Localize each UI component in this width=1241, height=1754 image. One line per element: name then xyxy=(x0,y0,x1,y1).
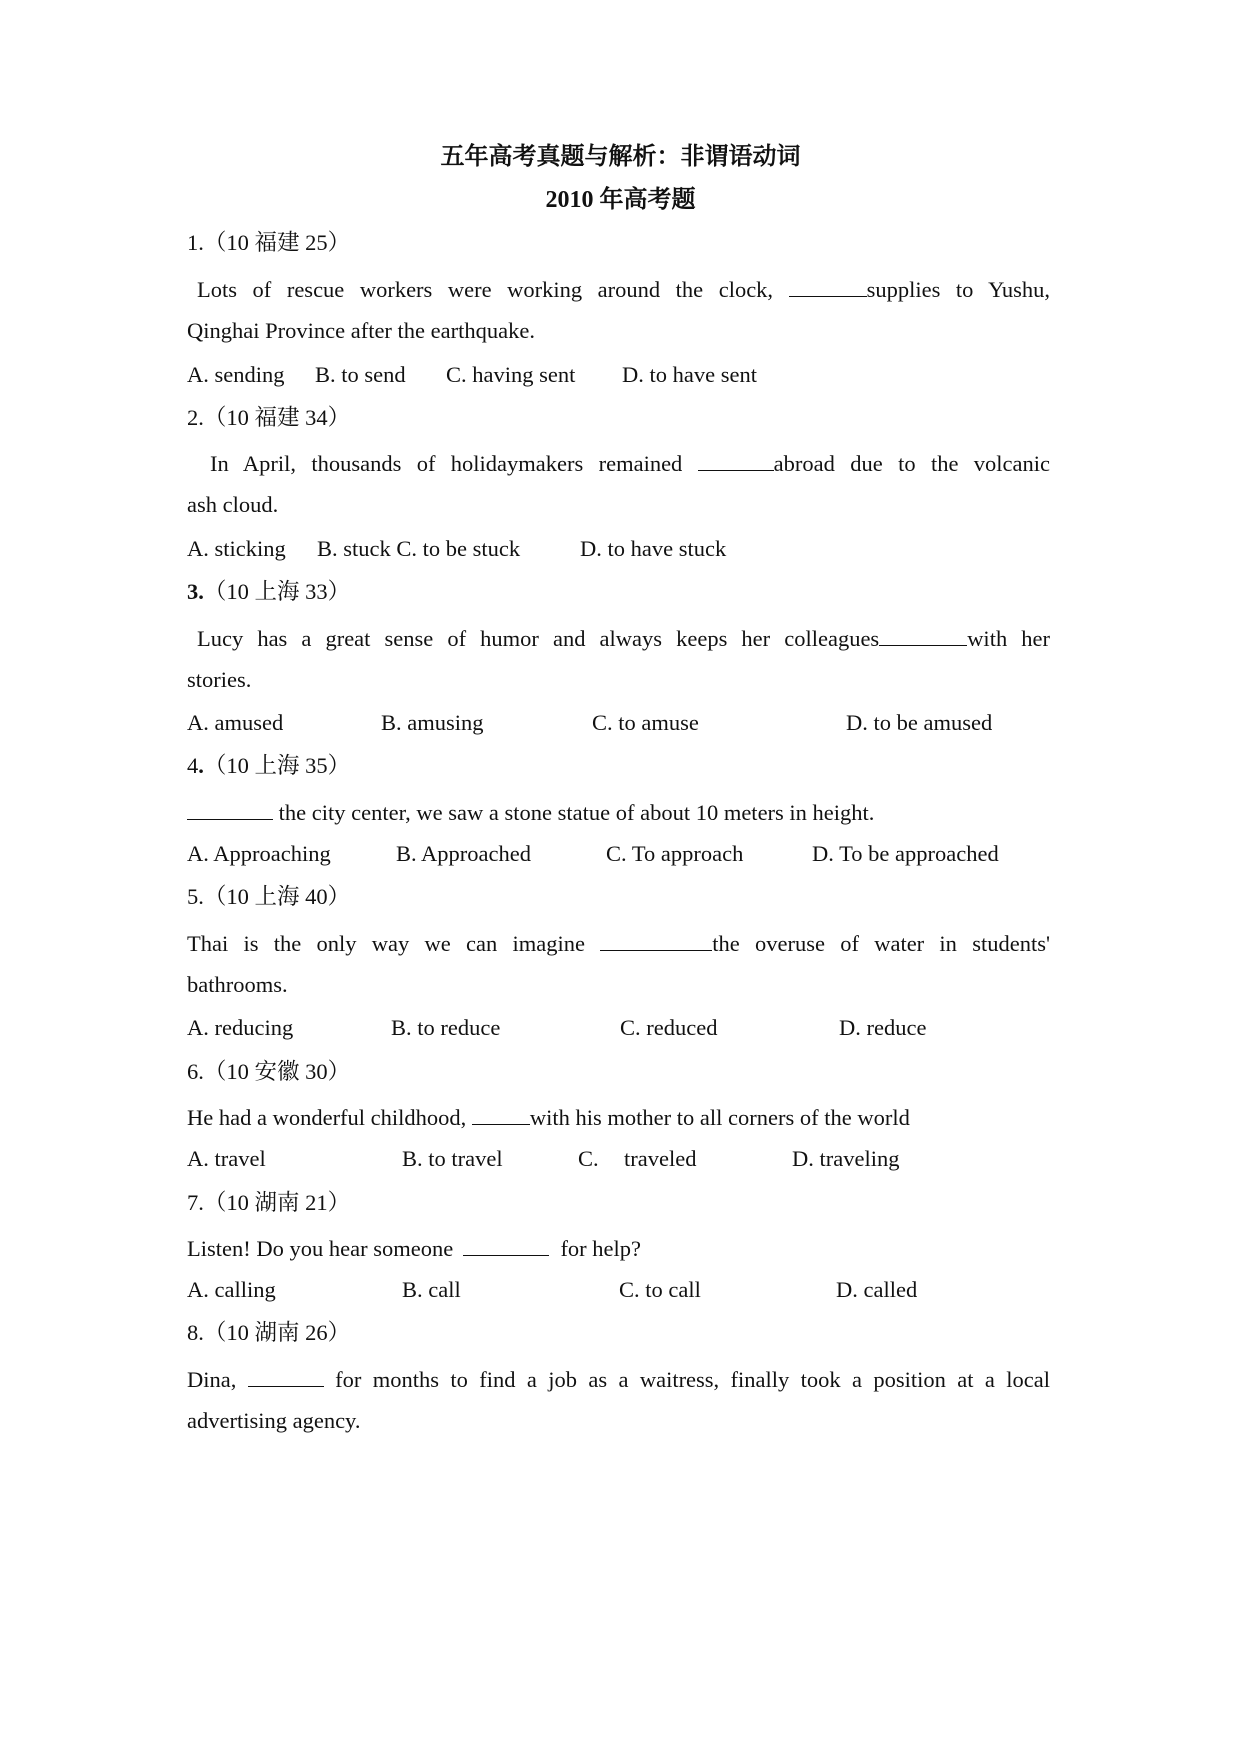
question-2-header: 2.（10 福建 34） xyxy=(187,405,351,430)
question-1-option-c: C. having sent xyxy=(446,362,576,387)
question-1-stem-cont: Qinghai Province after the earthquake. xyxy=(187,318,535,343)
question-3-option-b: B. amusing xyxy=(381,710,484,735)
question-4-stem-part: the city center, we saw a stone statue of about 10 meters in height. xyxy=(278,800,875,825)
question-1-stem-part1: Lots of rescue workers were working around the clock, xyxy=(197,277,774,302)
question-6-stem-part1: He had a wonderful childhood, xyxy=(187,1105,467,1130)
question-8-stem-part2: for months to find a job as a waitress, finally took a position at a local xyxy=(335,1367,1050,1392)
question-5-stem-part2: the overuse of water in students' xyxy=(712,931,1051,956)
question-3-stem-cont: stories. xyxy=(187,667,252,692)
question-8-blank xyxy=(248,1362,324,1387)
question-2-option-d: D. to have stuck xyxy=(580,536,727,561)
question-7-option-d: D. called xyxy=(836,1277,918,1302)
question-8-stem-cont: advertising agency. xyxy=(187,1408,361,1433)
question-3-stem-part1: Lucy has a great sense of humor and always keeps her colleagues xyxy=(197,626,880,651)
question-3-stem-part2: with her xyxy=(967,626,1050,651)
question-5-option-b: B. to reduce xyxy=(391,1015,501,1040)
question-4-stem xyxy=(187,795,1050,829)
question-3-option-d: D. to be amused xyxy=(846,710,993,735)
question-6-option-c: traveled xyxy=(624,1146,697,1171)
question-3-number: 3. xyxy=(187,579,204,604)
question-6-stem xyxy=(187,1100,1050,1134)
question-1-blank xyxy=(789,272,867,297)
question-4-option-c: C. To approach xyxy=(606,841,744,866)
question-7-option-b: B. call xyxy=(402,1277,461,1302)
question-4-number: 4 xyxy=(187,753,199,778)
question-3-source: （10 上海 33） xyxy=(203,579,351,604)
question-1-stem xyxy=(197,272,1050,306)
question-6-option-a: A. travel xyxy=(187,1146,266,1171)
question-1-option-b: B. to send xyxy=(315,362,406,387)
question-6-option-b: B. to travel xyxy=(402,1146,503,1171)
question-3-option-a: A. amused xyxy=(187,710,284,735)
question-6-option-d: D. traveling xyxy=(792,1146,900,1171)
question-7-option-c: C. to call xyxy=(619,1277,701,1302)
question-3-stem xyxy=(197,621,1050,655)
question-8-stem xyxy=(187,1362,1050,1396)
question-1-option-a: A. sending xyxy=(187,362,285,387)
question-2-stem-part1: In April, thousands of holidaymakers remained xyxy=(210,451,683,476)
question-8-header: 8.（10 湖南 26） xyxy=(187,1320,351,1345)
question-7-stem xyxy=(187,1231,1050,1265)
question-5-header: 5.（10 上海 40） xyxy=(187,884,351,909)
question-1-option-d: D. to have sent xyxy=(622,362,757,387)
question-2-option-b-c: B. stuck C. to be stuck xyxy=(317,536,521,561)
question-3-option-c: C. to amuse xyxy=(592,710,699,735)
question-2-stem-cont: ash cloud. xyxy=(187,492,279,517)
question-2-stem-part2: abroad due to the volcanic xyxy=(773,451,1051,476)
question-5-stem xyxy=(187,926,1050,960)
question-5-blank xyxy=(600,926,712,951)
question-2-stem xyxy=(210,446,1050,480)
question-5-stem-part1: Thai is the only way we can imagine xyxy=(187,931,585,956)
question-6-stem-part2: with his mother to all corners of the world xyxy=(529,1105,910,1130)
question-6-header: 6.（10 安徽 30） xyxy=(187,1059,351,1084)
question-7-option-a: A. calling xyxy=(187,1277,276,1302)
question-3-blank xyxy=(879,621,967,646)
document-title: 五年高考真题与解析：非谓语动词 xyxy=(440,144,801,170)
question-4-blank xyxy=(187,795,273,820)
section-title: 2010 年高考题 xyxy=(545,187,696,213)
question-5-stem-cont: bathrooms. xyxy=(187,972,288,997)
question-2-option-a: A. sticking xyxy=(187,536,286,561)
question-4-source: （10 上海 35） xyxy=(203,753,351,778)
question-4-option-d: D. To be approached xyxy=(812,841,999,866)
question-2-blank xyxy=(698,446,774,471)
question-4-option-b: B. Approached xyxy=(396,841,531,866)
question-4-option-a: A. Approaching xyxy=(187,841,331,866)
question-7-stem-part2: for help? xyxy=(560,1236,642,1261)
question-7-stem-part1: Listen! Do you hear someone xyxy=(187,1236,454,1261)
question-5-option-d: D. reduce xyxy=(839,1015,927,1040)
question-1-header: 1.（10 福建 25） xyxy=(187,230,351,255)
question-4-dot: . xyxy=(198,753,204,778)
question-4-header xyxy=(187,750,1050,782)
question-7-header: 7.（10 湖南 21） xyxy=(187,1190,351,1215)
question-5-option-a: A. reducing xyxy=(187,1015,294,1040)
question-1-stem-part2: supplies to Yushu, xyxy=(866,277,1051,302)
question-8-stem-part1: Dina, xyxy=(187,1367,237,1392)
question-6-option-c-letter: C. xyxy=(578,1146,599,1171)
question-6-blank xyxy=(472,1100,530,1125)
question-7-blank xyxy=(463,1231,549,1256)
question-5-option-c: C. reduced xyxy=(620,1015,718,1040)
question-3-header xyxy=(187,576,1050,608)
